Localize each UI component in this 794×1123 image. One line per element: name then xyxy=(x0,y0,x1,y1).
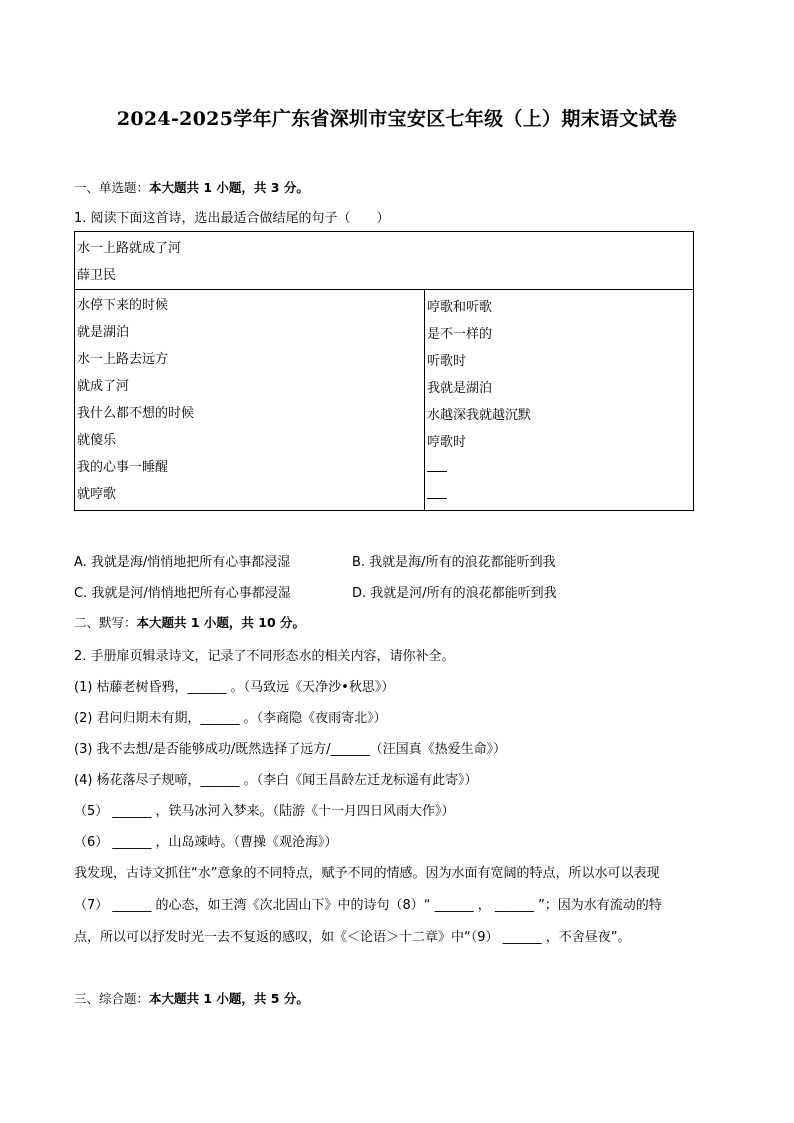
page-title: 2024-2025学年广东省深圳市宝安区七年级（上）期末语文试卷 xyxy=(116,108,678,130)
poem-left-line: 我什么都不想的时候 xyxy=(77,406,195,421)
q2-item-3: (3) 我不去想/是否能够成功/既然选择了远方/______（汪国真《热爱生命》） xyxy=(74,742,507,757)
q2-item-4: (4) 杨花落尽子规啼，______ 。（李白《闻王昌龄左迁龙标遥有此寄》） xyxy=(74,773,478,788)
section-2-prefix: 二、默写： xyxy=(74,615,137,630)
poem-blank-line xyxy=(427,458,447,476)
q2-paragraph-line-1: 我发现，古诗文抓住“水”意象的不同特点，赋予不同的情感。因为水面有宽阔的特点，所以水可以表现 xyxy=(74,866,660,881)
q2-item-2: (2) 君问归期未有期，______ 。（李商隐《夜雨寄北》） xyxy=(74,711,387,726)
poem-column-divider xyxy=(424,290,425,510)
poem-left-line: 水一上路去远方 xyxy=(77,352,169,367)
poem-right-line: 水越深我就越沉默 xyxy=(427,408,532,423)
section-3-heading xyxy=(74,989,309,1007)
poem-right-line: 是不一样的 xyxy=(427,327,493,342)
q2-item-5: （5） ______ ，铁马冰河入梦来。（陆游《十一月四日风雨大作》） xyxy=(74,804,455,819)
q2-stem: 2. 手册扉页辑录诗文，记录了不同形态水的相关内容，请你补全。 xyxy=(74,649,455,664)
poem-right-line: 哼歌和听歌 xyxy=(427,300,493,315)
q1-stem: 1. 阅读下面这首诗，选出最适合做结尾的句子（ ） xyxy=(74,211,390,226)
poem-left-line: 就哼歌 xyxy=(77,487,117,502)
section-3-desc: 本大题共 1 小题，共 5 分。 xyxy=(149,991,309,1006)
section-2-heading xyxy=(74,613,305,631)
poem-left-line: 水停下来的时候 xyxy=(77,298,169,313)
section-2-desc: 本大题共 1 小题，共 10 分。 xyxy=(136,615,306,630)
poem-right-line: 我就是湖泊 xyxy=(427,381,493,396)
poem-right-line: 听歌时 xyxy=(427,354,467,369)
poem-blank-line xyxy=(427,485,447,503)
poem-table xyxy=(74,231,694,511)
section-1-desc: 本大题共 1 小题，共 3 分。 xyxy=(149,180,309,195)
poem-left-line: 就成了河 xyxy=(77,379,130,394)
section-3-prefix: 三、综合题： xyxy=(74,991,150,1006)
poem-left-line: 我的心事一睡醒 xyxy=(77,460,169,475)
q2-item-1: (1) 枯藤老树昏鸦，______ 。（马致远《天净沙•秋思》） xyxy=(74,680,395,695)
section-1-prefix: 一、单选题： xyxy=(74,180,150,195)
q2-paragraph-line-2: （7） ______ 的心态，如王湾《次北固山下》中的诗句（8）“ ______ ， ______ ”；因为水有流动的特 xyxy=(74,898,662,913)
poem-right-line: 哼歌时 xyxy=(427,435,467,450)
option-a[interactable]: A. 我就是海/悄悄地把所有心事都浸湿 xyxy=(74,555,291,570)
poem-left-line: 就是湖泊 xyxy=(77,325,130,340)
option-c[interactable]: C. 我就是河/悄悄地把所有心事都浸湿 xyxy=(74,586,291,601)
poem-title: 水一上路就成了河 xyxy=(77,241,182,256)
option-d[interactable]: D. 我就是河/所有的浪花都能听到我 xyxy=(352,586,557,601)
poem-author: 薛卫民 xyxy=(77,268,117,283)
q2-item-6: （6） ______ ，山岛竦峙。（曹操《观沧海》） xyxy=(74,835,338,850)
option-b[interactable]: B. 我就是海/所有的浪花都能听到我 xyxy=(352,555,556,570)
section-1-heading xyxy=(74,178,309,196)
poem-left-line: 就傻乐 xyxy=(77,433,117,448)
q2-paragraph-line-3: 点，所以可以抒发时光一去不复返的感叹，如《＜论语＞十二章》中“（9） ______ ，不舍昼夜”。 xyxy=(74,930,631,945)
poem-header xyxy=(75,232,693,290)
